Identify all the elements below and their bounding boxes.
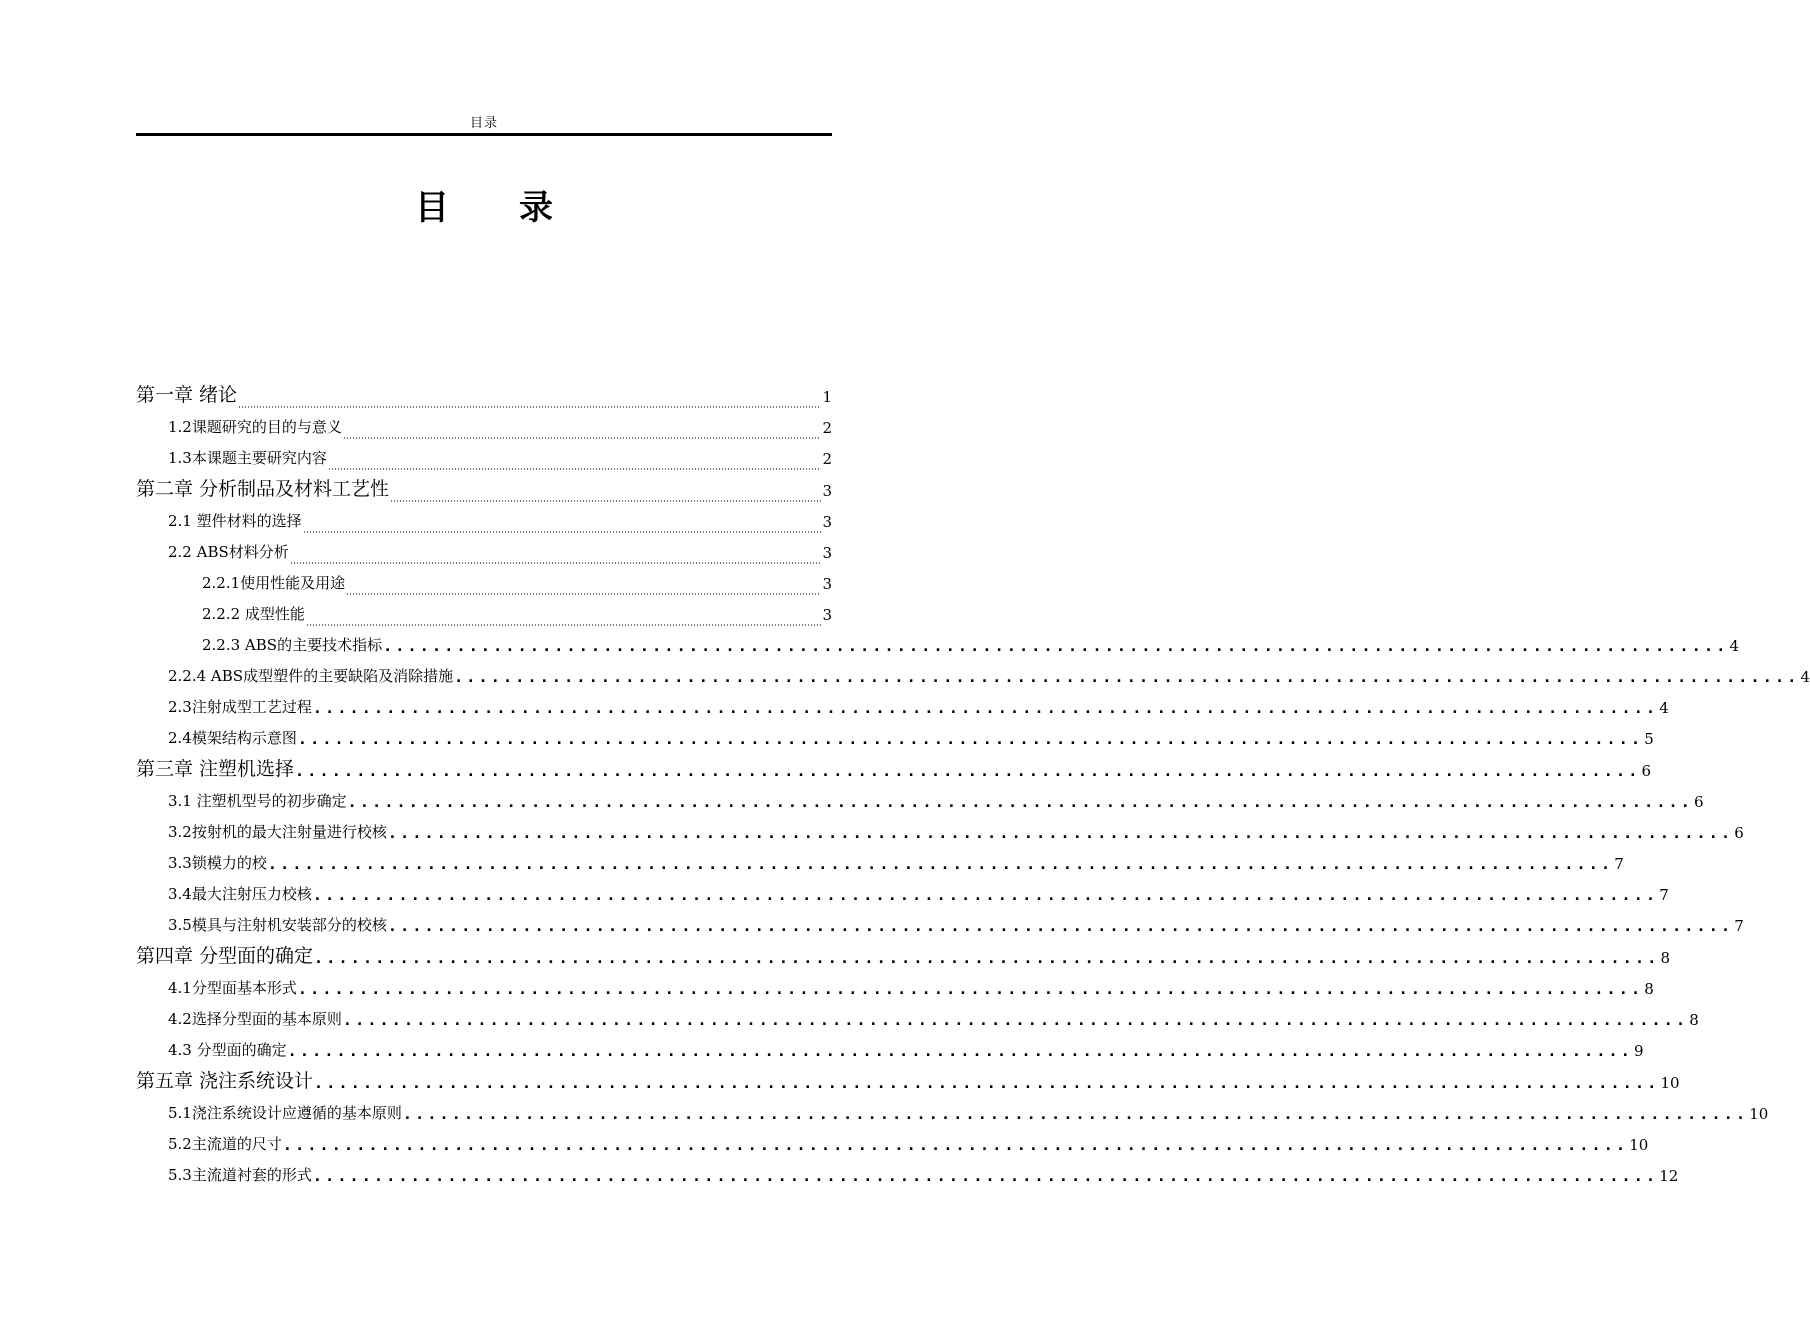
dot-leader: .............................................................................................................. [312,886,1659,904]
toc-page-number: 3 [822,482,832,500]
toc-entry-label: 2.2.1使用性能及用途 [202,574,346,592]
title-char-1: 目 [415,188,449,228]
toc-page-number: 12 [1659,1167,1679,1185]
toc-page-number: 5 [1644,730,1654,748]
toc-entry-chapter-1[interactable] [136,376,832,408]
toc-entry-3-2[interactable] [136,813,1744,844]
dot-leader: .............................................................................................................. [314,1074,1660,1092]
toc-page-number: 4 [1659,699,1669,717]
dot-leader [346,593,821,595]
dot-leader: .............................................................................................................. [314,949,1660,967]
toc-entry-5-2[interactable] [136,1125,1649,1156]
toc-entry-label: 第五章 浇注系统设计 [136,1070,314,1092]
toc-entry-label: 2.2.2 成型性能 [202,605,305,623]
toc-entry-2-2-2[interactable] [136,595,832,626]
dot-leader: .............................................................................................................. [297,980,1644,998]
toc-entry-label: 1.3本课题主要研究内容 [168,449,327,467]
dot-leader [343,437,822,439]
toc-entry-label: 3.1 注塑机型号的初步确定 [168,792,347,810]
toc-entry-label: 3.4最大注射压力校核 [168,885,312,903]
toc-entry-4-3[interactable] [136,1031,1644,1062]
toc-entry-label: 第四章 分型面的确定 [136,945,314,967]
toc-page-number: 10 [1629,1136,1649,1154]
toc-entry-label: 2.1 塑件材料的选择 [168,512,302,530]
toc-entry-3-4[interactable] [136,875,1669,906]
toc-page-number: 8 [1644,980,1654,998]
toc-page-number: 9 [1634,1042,1644,1060]
toc-page-number: 4 [1800,668,1810,686]
toc-entry-5-3[interactable] [136,1156,1679,1187]
dot-leader [238,406,821,408]
toc-entry-4-1[interactable] [136,969,1654,1000]
toc-entry-2-1[interactable] [136,502,832,533]
toc-entry-label: 2.2.4 ABS成型塑件的主要缺陷及消除措施 [168,667,454,685]
dot-leader [328,468,822,470]
toc-page-number: 8 [1689,1011,1699,1029]
toc-page-number: 3 [822,575,832,593]
toc-page-number: 10 [1660,1074,1680,1092]
dot-leader: .............................................................................................................. [312,1167,1659,1185]
toc-page-number: 6 [1734,824,1744,842]
toc-page-number: 2 [822,450,832,468]
running-header: 目录 [469,116,498,131]
toc-entry-chapter-4[interactable] [136,937,1670,969]
toc-page-number: 6 [1641,762,1651,780]
toc-entry-2-2-3[interactable] [136,626,1740,657]
toc-entry-2-2[interactable] [136,533,832,564]
toc-page-number: 7 [1734,917,1744,935]
toc-page-number: 10 [1749,1105,1769,1123]
dot-leader [303,531,822,533]
toc-entry-1-2[interactable] [136,408,832,439]
dot-leader [290,562,822,564]
toc-page-number: 3 [822,513,832,531]
toc-entry-chapter-2[interactable] [136,470,832,502]
dot-leader: .............................................................................................................. [267,855,1614,873]
toc-page-number: 3 [822,544,832,562]
dot-leader: .............................................................................................................. [347,793,1694,811]
toc-entry-label: 2.4模架结构示意图 [168,729,297,747]
toc-entry-label: 4.2选择分型面的基本原则 [168,1010,342,1028]
dot-leader: .............................................................................................................. [402,1105,1749,1123]
toc-page-number: 8 [1660,949,1670,967]
toc-entry-label: 3.3锁模力的校 [168,854,267,872]
dot-leader: .............................................................................................................. [287,1042,1634,1060]
toc-entry-label: 2.2.3 ABS的主要技术指标 [202,636,383,654]
toc-entry-label: 2.2 ABS材料分析 [168,543,289,561]
toc-entry-4-2[interactable] [136,1000,1699,1031]
toc-entry-3-1[interactable] [136,782,1704,813]
toc-page-number: 1 [822,388,832,406]
toc-entry-2-4[interactable] [136,719,1654,750]
dot-leader [306,624,822,626]
toc-entry-2-3[interactable] [136,688,1669,719]
toc-page-number: 4 [1729,637,1740,655]
dot-leader [390,500,821,502]
toc-entry-3-3[interactable] [136,844,1624,875]
dot-leader: .............................................................................................................. [387,917,1734,935]
toc-entry-chapter-3[interactable] [136,750,1651,782]
dot-leader: .............................................................................................................. [295,762,1641,780]
toc-entry-label: 5.1浇注系统设计应遵循的基本原则 [168,1104,402,1122]
page-title [136,180,832,229]
dot-leader: .............................................................................................................. [282,1136,1629,1154]
dot-leader: .............................................................................................................. [387,824,1734,842]
toc-entry-label: 4.3 分型面的确定 [168,1041,287,1059]
dot-leader: .............................................................................................................. [312,699,1659,717]
toc-entry-label: 2.3注射成型工艺过程 [168,698,312,716]
toc-entry-2-2-1[interactable] [136,564,832,595]
dot-leader: .............................................................................................................. [297,730,1644,748]
toc-entry-1-3[interactable] [136,439,832,470]
toc-entry-3-5[interactable] [136,906,1744,937]
toc-entry-label: 3.5模具与注射机安装部分的校核 [168,916,387,934]
toc-entry-5-1[interactable] [136,1094,1769,1125]
toc-page-number: 7 [1659,886,1669,904]
toc-entry-label: 第三章 注塑机选择 [136,758,295,780]
toc-page-number: 6 [1694,793,1704,811]
title-char-2: 录 [519,188,553,228]
dot-leader: .............................................................................................................. [454,668,1800,686]
toc-entry-label: 1.2课题研究的目的与意义 [168,418,342,436]
toc-entry-2-2-4[interactable] [136,657,1810,688]
toc-page-number: 3 [822,606,832,624]
toc-entry-label: 3.2按射机的最大注射量进行校核 [168,823,387,841]
toc-entry-label: 5.2主流道的尺寸 [168,1135,282,1153]
toc-entry-label: 第一章 绪论 [136,384,238,406]
toc-entry-label: 5.3主流道衬套的形式 [168,1166,312,1184]
toc-entry-label: 第二章 分析制品及材料工艺性 [136,478,390,500]
toc-page-number: 7 [1614,855,1624,873]
table-of-contents [136,376,1810,1187]
toc-entry-chapter-5[interactable] [136,1062,1680,1094]
dot-leader: .............................................................................................................. [383,637,1729,655]
header-rule [136,133,832,136]
toc-page-number: 2 [822,419,832,437]
dot-leader: .............................................................................................................. [342,1011,1689,1029]
toc-entry-label: 4.1分型面基本形式 [168,979,297,997]
